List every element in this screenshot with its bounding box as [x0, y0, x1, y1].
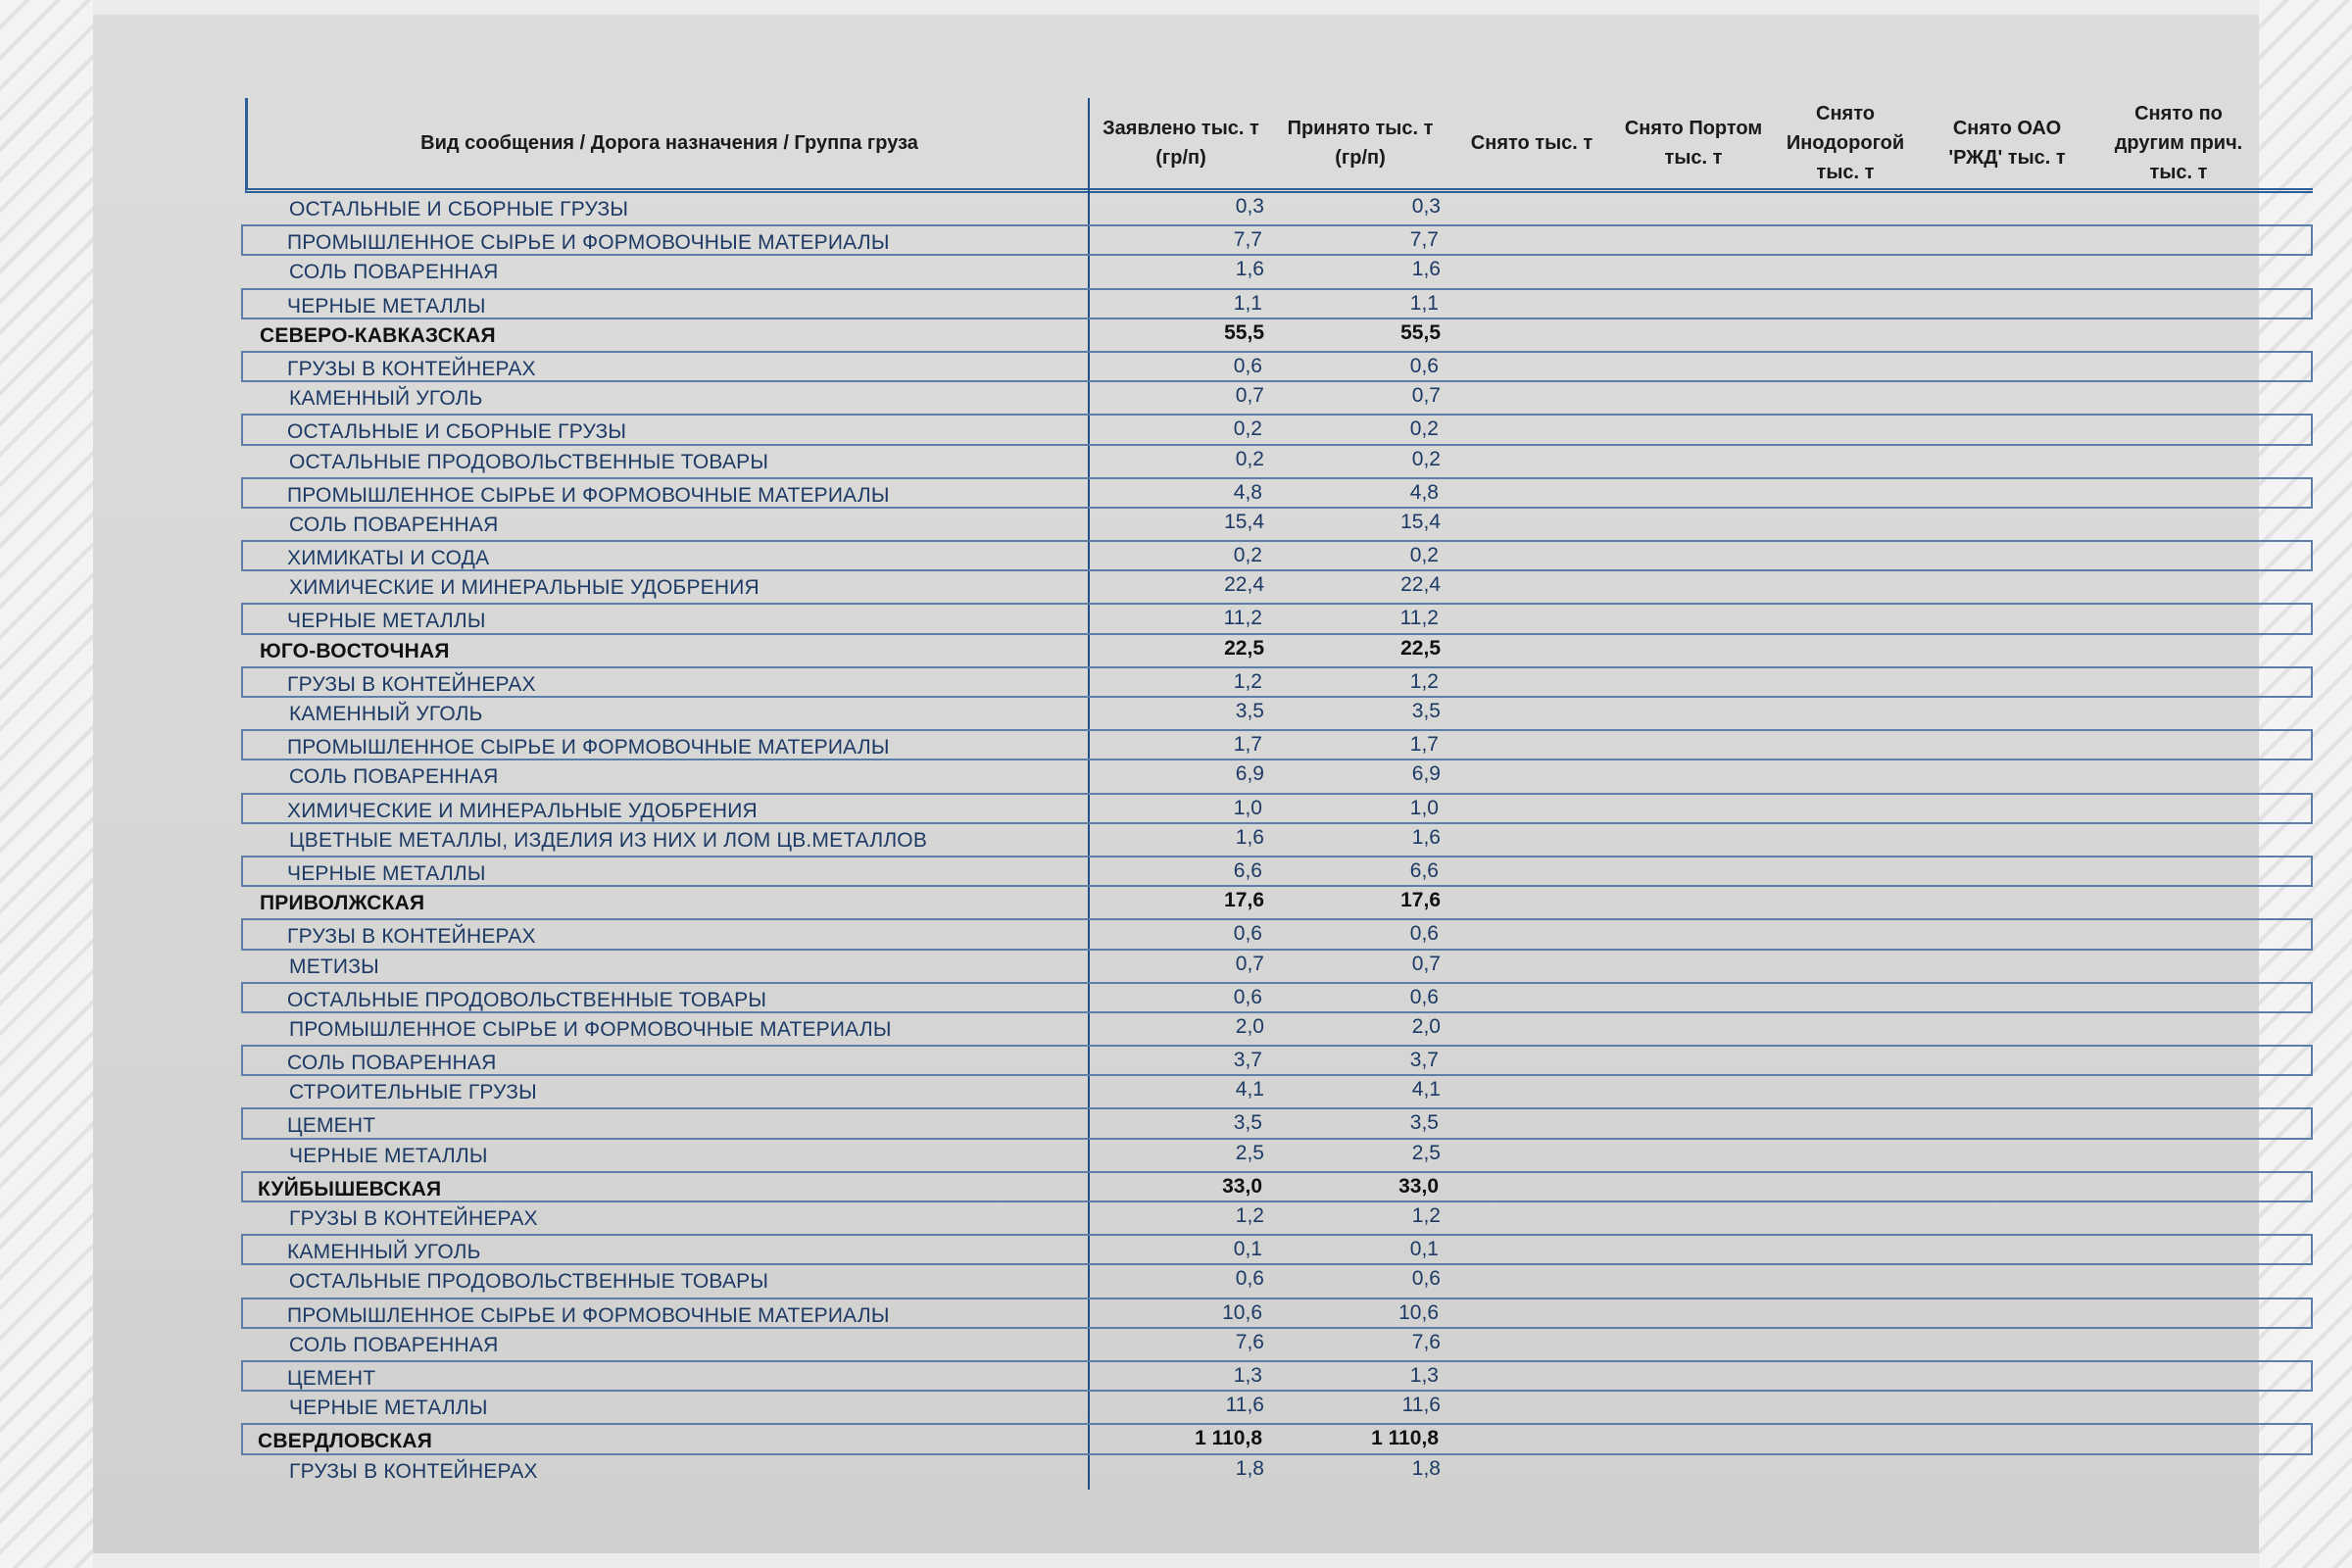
- accepted-value: 1,6: [1411, 825, 1441, 849]
- declared-value: 1,2: [1235, 1204, 1264, 1227]
- declared-value: 10,6: [1222, 1300, 1262, 1324]
- declared-value: 0,2: [1233, 544, 1262, 567]
- header-name: Вид сообщения / Дорога назначения / Группа груза: [420, 132, 918, 154]
- road-row: [245, 635, 2313, 666]
- cargo-name: ХИМИЧЕСКИЕ И МИНЕРАЛЬНЫЕ УДОБРЕНИЯ: [289, 576, 760, 600]
- cargo-name: КАМЕННЫЙ УГОЛЬ: [287, 1241, 481, 1264]
- declared-value: 0,7: [1235, 384, 1264, 408]
- table-row: [241, 1360, 2313, 1392]
- table-row: [241, 982, 2313, 1013]
- cargo-name: СОЛЬ ПОВАРЕННАЯ: [289, 261, 499, 284]
- header-removed-port: Снято Портом тыс. т: [1624, 118, 1763, 169]
- cargo-name: СОЛЬ ПОВАРЕННАЯ: [287, 1052, 497, 1075]
- declared-value: 0,6: [1233, 922, 1262, 946]
- road-row: [245, 887, 2313, 918]
- table-row: [241, 1234, 2313, 1265]
- table-row: [241, 351, 2313, 382]
- table-row: [245, 1329, 2313, 1360]
- declared-value: 1,0: [1233, 796, 1262, 819]
- declared-value: 6,9: [1235, 762, 1264, 786]
- cargo-name: МЕТИЗЫ: [289, 955, 379, 978]
- accepted-value: 1,7: [1409, 733, 1439, 757]
- table-row: [245, 509, 2313, 540]
- declared-value: 0,2: [1233, 417, 1262, 441]
- table-body: [245, 193, 2313, 1487]
- accepted-value: 0,1: [1409, 1238, 1439, 1261]
- table-row: [245, 1392, 2313, 1423]
- accepted-value: 0,6: [1409, 922, 1439, 946]
- cargo-name: ЦЕМЕНТ: [287, 1114, 376, 1138]
- declared-value: 0,3: [1235, 195, 1264, 218]
- cargo-name: КАМЕННЫЙ УГОЛЬ: [289, 387, 483, 411]
- accepted-value: 0,2: [1411, 447, 1441, 470]
- cargo-name: ЧЕРНЫЕ МЕТАЛЛЫ: [287, 861, 486, 885]
- declared-value: 1,8: [1235, 1456, 1264, 1480]
- table-row: [241, 856, 2313, 887]
- cargo-name: ЧЕРНЫЕ МЕТАЛЛЫ: [289, 1144, 488, 1167]
- accepted-value: 0,7: [1411, 384, 1441, 408]
- cargo-name: ПРОМЫШЛЕННОЕ СЫРЬЕ И ФОРМОВОЧНЫЕ МАТЕРИАЛЫ: [289, 1017, 892, 1041]
- cargo-name: ОСТАЛЬНЫЕ И СБОРНЫЕ ГРУЗЫ: [287, 420, 627, 444]
- accepted-value: 1,1: [1409, 291, 1439, 315]
- table-row: [241, 603, 2313, 634]
- declared-value: 1,2: [1233, 669, 1262, 693]
- cargo-name: ЧЕРНЫЕ МЕТАЛЛЫ: [287, 610, 486, 633]
- declared-value: 2,0: [1235, 1014, 1264, 1038]
- accepted-value: 2,5: [1411, 1141, 1441, 1164]
- declared-value: 0,2: [1235, 447, 1264, 470]
- table-row: [245, 824, 2313, 856]
- accepted-value: 3,7: [1409, 1049, 1439, 1072]
- declared-value: 1,6: [1235, 825, 1264, 849]
- background-pattern-left: [0, 0, 93, 1568]
- cargo-name: ОСТАЛЬНЫЕ ПРОДОВОЛЬСТВЕННЫЕ ТОВАРЫ: [287, 988, 767, 1011]
- accepted-value: 1,6: [1411, 258, 1441, 281]
- accepted-value: 22,5: [1400, 636, 1441, 660]
- cargo-name: ЧЕРНЫЕ МЕТАЛЛЫ: [287, 294, 486, 318]
- table-row: [241, 288, 2313, 319]
- cargo-name: ЦВЕТНЫЕ МЕТАЛЛЫ, ИЗДЕЛИЯ ИЗ НИХ И ЛОМ ЦВ.МЕТАЛЛОВ: [289, 828, 928, 852]
- declared-value: 7,7: [1233, 228, 1262, 252]
- declared-value: 55,5: [1224, 320, 1264, 344]
- cargo-name: СОЛЬ ПОВАРЕННАЯ: [289, 1333, 499, 1356]
- header-removed-other: Снято по другим прич. тыс. т: [2114, 103, 2243, 183]
- accepted-value: 6,6: [1409, 858, 1439, 882]
- declared-value: 3,5: [1235, 700, 1264, 722]
- accepted-value: 0,6: [1409, 985, 1439, 1008]
- table-row: [241, 224, 2313, 256]
- accepted-value: 1,0: [1409, 796, 1439, 819]
- accepted-value: 6,9: [1411, 762, 1441, 786]
- declared-value: 1 110,8: [1195, 1427, 1262, 1450]
- declared-value: 0,6: [1233, 354, 1262, 377]
- accepted-value: 10,6: [1398, 1300, 1439, 1324]
- declared-value: 2,5: [1235, 1141, 1264, 1164]
- cargo-name: ЮГО-ВОСТОЧНАЯ: [260, 639, 450, 662]
- cargo-name: ГРУЗЫ В КОНТЕЙНЕРАХ: [289, 1459, 538, 1483]
- declared-value: 1,6: [1235, 258, 1264, 281]
- cargo-name: ПРОМЫШЛЕННОЕ СЫРЬЕ И ФОРМОВОЧНЫЕ МАТЕРИАЛЫ: [287, 1303, 890, 1327]
- table-row: [245, 256, 2313, 287]
- table-row: [245, 382, 2313, 414]
- cargo-name: ГРУЗЫ В КОНТЕЙНЕРАХ: [289, 1207, 538, 1230]
- declared-value: 1,3: [1233, 1363, 1262, 1387]
- road-row: [241, 1171, 2313, 1202]
- accepted-value: 1,2: [1411, 1204, 1441, 1227]
- accepted-value: 0,3: [1411, 195, 1441, 218]
- declared-value: 7,6: [1235, 1330, 1264, 1353]
- accepted-value: 11,6: [1401, 1394, 1441, 1417]
- table-row: [245, 1455, 2313, 1487]
- header-declared: Заявлено тыс. т (гр/п): [1102, 118, 1259, 169]
- table-header: [245, 98, 2313, 193]
- accepted-value: 0,2: [1409, 417, 1439, 441]
- cargo-name: ПРИВОЛЖСКАЯ: [260, 892, 425, 915]
- declared-value: 0,1: [1233, 1238, 1262, 1261]
- declared-value: 33,0: [1222, 1174, 1262, 1198]
- accepted-value: 0,6: [1409, 354, 1439, 377]
- accepted-value: 3,5: [1409, 1111, 1439, 1135]
- declared-value: 22,5: [1224, 636, 1264, 660]
- document-page: [93, 15, 2259, 1553]
- cargo-name: ЧЕРНЫЕ МЕТАЛЛЫ: [289, 1396, 488, 1420]
- declared-value: 4,8: [1233, 480, 1262, 504]
- road-row: [245, 319, 2313, 351]
- table-row: [241, 414, 2313, 445]
- header-removed-rzd: Снято ОАО 'РЖД' тыс. т: [1948, 118, 2066, 169]
- header-accepted: Принято тыс. т (гр/п): [1287, 118, 1434, 169]
- cargo-name: ПРОМЫШЛЕННОЕ СЫРЬЕ И ФОРМОВОЧНЫЕ МАТЕРИАЛЫ: [287, 231, 890, 255]
- table-row: [245, 698, 2313, 729]
- table-row: [245, 951, 2313, 982]
- declared-value: 1,1: [1233, 291, 1262, 315]
- accepted-value: 17,6: [1400, 889, 1441, 912]
- declared-value: 11,6: [1225, 1394, 1264, 1417]
- cargo-name: СЕВЕРО-КАВКАЗСКАЯ: [260, 323, 496, 347]
- accepted-value: 1,8: [1411, 1456, 1441, 1480]
- accepted-value: 0,2: [1409, 544, 1439, 567]
- cargo-name: ПРОМЫШЛЕННОЕ СЫРЬЕ И ФОРМОВОЧНЫЕ МАТЕРИАЛЫ: [287, 483, 890, 507]
- header-removed: Снято тыс. т: [1470, 132, 1593, 154]
- cargo-table: [245, 98, 2313, 1487]
- cargo-name: СОЛЬ ПОВАРЕННАЯ: [289, 765, 499, 789]
- cargo-name: ПРОМЫШЛЕННОЕ СЫРЬЕ И ФОРМОВОЧНЫЕ МАТЕРИАЛЫ: [287, 736, 890, 760]
- table-row: [241, 1298, 2313, 1329]
- table-row: [241, 918, 2313, 950]
- cargo-name: СВЕРДЛОВСКАЯ: [258, 1430, 433, 1453]
- accepted-value: 1,3: [1409, 1363, 1439, 1387]
- accepted-value: 55,5: [1400, 320, 1441, 344]
- accepted-value: 11,2: [1399, 607, 1439, 630]
- declared-value: 6,6: [1233, 858, 1262, 882]
- cargo-name: ОСТАЛЬНЫЕ ПРОДОВОЛЬСТВЕННЫЕ ТОВАРЫ: [289, 1270, 769, 1294]
- cargo-name: ГРУЗЫ В КОНТЕЙНЕРАХ: [287, 672, 536, 696]
- declared-value: 17,6: [1224, 889, 1264, 912]
- declared-value: 1,7: [1233, 733, 1262, 757]
- table-row: [245, 446, 2313, 477]
- declared-value: 22,4: [1224, 573, 1264, 597]
- accepted-value: 1 110,8: [1371, 1427, 1439, 1450]
- table-row: [241, 729, 2313, 760]
- table-row: [245, 1076, 2313, 1107]
- cargo-name: СТРОИТЕЛЬНЫЕ ГРУЗЫ: [289, 1081, 537, 1104]
- table-row: [241, 477, 2313, 509]
- cargo-name: ОСТАЛЬНЫЕ ПРОДОВОЛЬСТВЕННЫЕ ТОВАРЫ: [289, 450, 769, 473]
- accepted-value: 4,8: [1409, 480, 1439, 504]
- cargo-name: ГРУЗЫ В КОНТЕЙНЕРАХ: [287, 357, 536, 380]
- accepted-value: 4,1: [1411, 1078, 1441, 1102]
- accepted-value: 0,7: [1411, 952, 1441, 975]
- table-row: [245, 1265, 2313, 1297]
- accepted-value: 15,4: [1400, 510, 1441, 533]
- declared-value: 4,1: [1235, 1078, 1264, 1102]
- accepted-value: 3,5: [1411, 700, 1441, 722]
- table-row: [241, 540, 2313, 571]
- accepted-value: 1,2: [1409, 669, 1439, 693]
- table-row: [245, 1202, 2313, 1234]
- accepted-value: 33,0: [1398, 1174, 1439, 1198]
- cargo-name: СОЛЬ ПОВАРЕННАЯ: [289, 513, 499, 536]
- table-row: [245, 1140, 2313, 1171]
- cargo-name: КУЙБЫШЕВСКАЯ: [258, 1177, 442, 1200]
- accepted-value: 22,4: [1400, 573, 1441, 597]
- accepted-value: 7,7: [1409, 228, 1439, 252]
- table-row: [245, 571, 2313, 603]
- declared-value: 3,7: [1233, 1049, 1262, 1072]
- declared-value: 3,5: [1233, 1111, 1262, 1135]
- declared-value: 0,6: [1235, 1267, 1264, 1291]
- declared-value: 15,4: [1224, 510, 1264, 533]
- cargo-name: ЦЕМЕНТ: [287, 1366, 376, 1390]
- table-row: [241, 1107, 2313, 1139]
- cargo-name: КАМЕННЫЙ УГОЛЬ: [289, 703, 483, 725]
- table-row: [245, 193, 2313, 224]
- table-row: [241, 1045, 2313, 1076]
- cargo-name: ГРУЗЫ В КОНТЕЙНЕРАХ: [287, 925, 536, 949]
- declared-value: 11,2: [1223, 607, 1262, 630]
- accepted-value: 2,0: [1411, 1014, 1441, 1038]
- cargo-name: ХИМИКАТЫ И СОДА: [287, 547, 490, 570]
- header-removed-foreign: Снято Инодорогой тыс. т: [1786, 103, 1905, 183]
- accepted-value: 0,6: [1411, 1267, 1441, 1291]
- cargo-name: ХИМИЧЕСКИЕ И МИНЕРАЛЬНЫЕ УДОБРЕНИЯ: [287, 799, 758, 822]
- table-row: [241, 666, 2313, 698]
- cargo-name: ОСТАЛЬНЫЕ И СБОРНЫЕ ГРУЗЫ: [289, 198, 629, 220]
- accepted-value: 7,6: [1411, 1330, 1441, 1353]
- table-row: [241, 793, 2313, 824]
- table-row: [245, 760, 2313, 792]
- declared-value: 0,6: [1233, 985, 1262, 1008]
- table-row: [245, 1013, 2313, 1045]
- road-row: [241, 1423, 2313, 1454]
- declared-value: 0,7: [1235, 952, 1264, 975]
